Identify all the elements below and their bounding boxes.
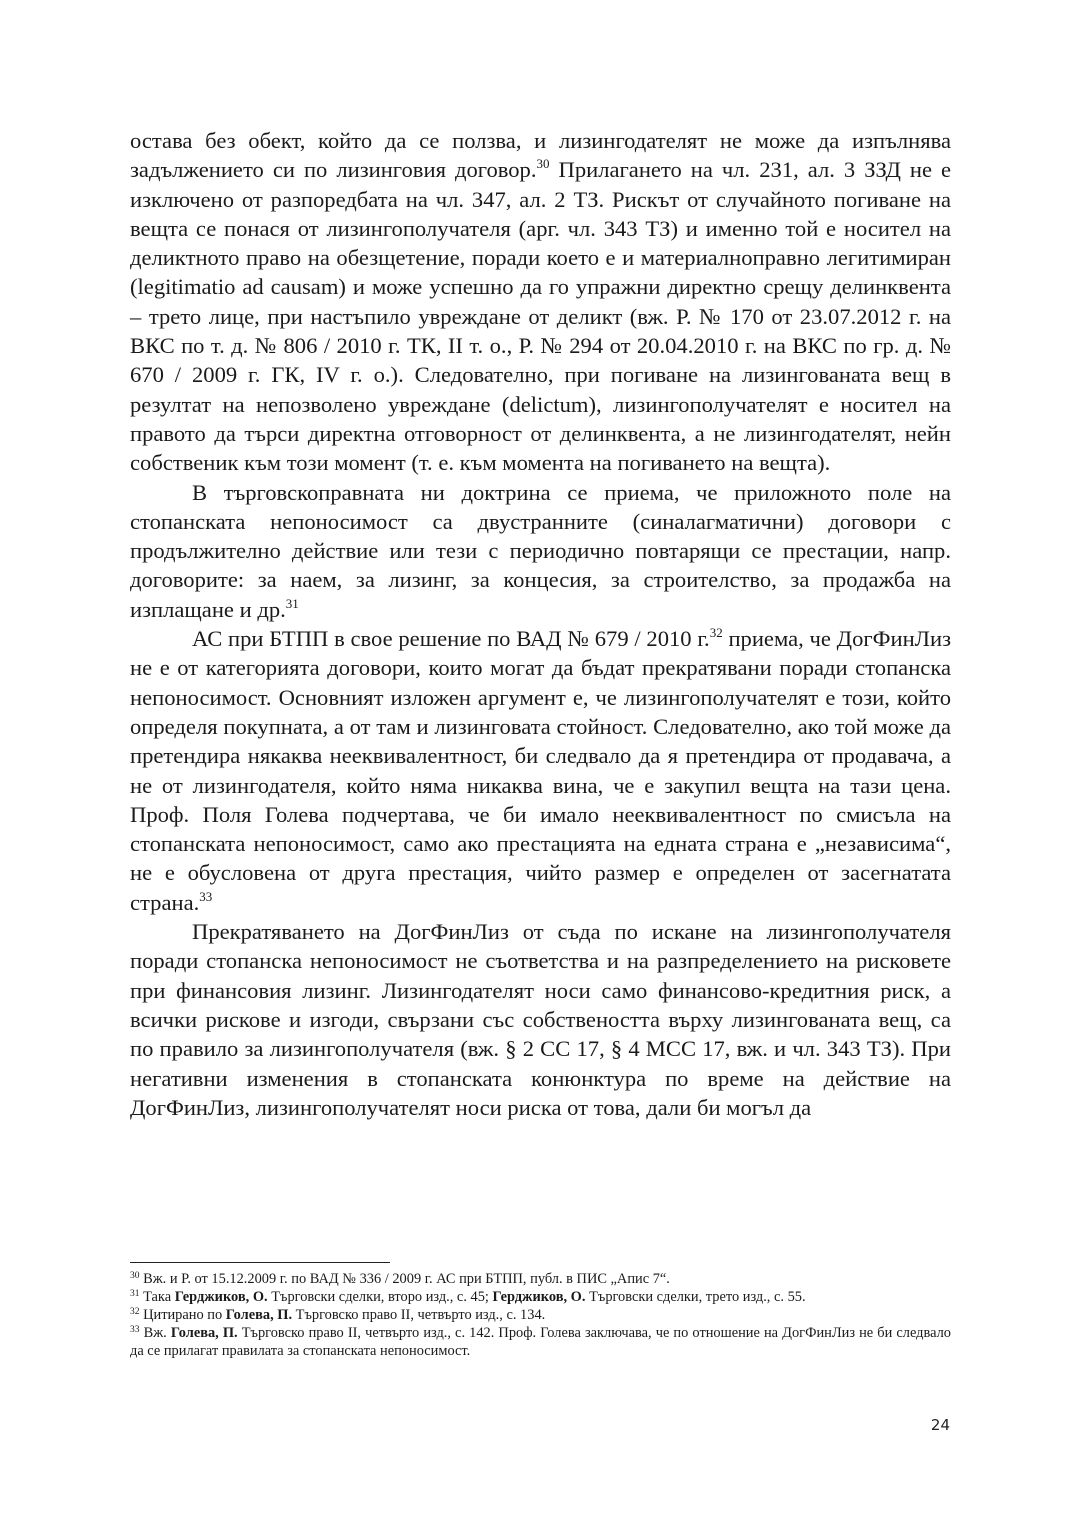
footnote-text: Търговски сделки, трето изд., с. 55. bbox=[585, 1289, 806, 1305]
author-name: Герджиков, О. bbox=[174, 1289, 268, 1305]
footnote-ref-33[interactable]: 33 bbox=[199, 888, 213, 904]
footnote-text: Така bbox=[139, 1289, 175, 1305]
footnote-32 bbox=[130, 1306, 951, 1324]
footnote-ref-32[interactable]: 32 bbox=[709, 625, 723, 641]
footnote-number: 31 bbox=[130, 1289, 140, 1299]
paragraph-2 bbox=[130, 478, 951, 624]
footnote-number: 33 bbox=[130, 1325, 140, 1335]
footnotes bbox=[130, 1270, 951, 1360]
footnote-ref-30[interactable]: 30 bbox=[536, 156, 550, 172]
author-name: Голева, П. bbox=[225, 1307, 293, 1323]
footnote-text: Цитирано по bbox=[139, 1307, 226, 1323]
footnote-text: Вж. и Р. от 15.12.2009 г. по ВАД № 336 / 2009 г. АС при БТПП, публ. в ПИС „Апис 7“. bbox=[139, 1271, 670, 1287]
p2-text-1: В търговскоправната ни доктрина се приема, че приложното поле на стопанската непоносимост са двустранните (синалагматични) договори с продължително действие или тези с периодично повтарящи се престации, напр. договорите: за наем, за лизинг, за концесия, за строителство, за продажба на изплащане и др. bbox=[130, 479, 951, 622]
p1-text-2: Прилагането на чл. 231, ал. 3 ЗЗД не е изключено от разпоредбата на чл. 347, ал. 2 ТЗ. Рискът от случайното погиване на вещта се понася от лизингополучателя (арг. чл. 343 ТЗ) и именно той е носител на деликтното право на обезщетение, поради което е и материалноправно легитимиран (legitimatio ad causam) и може успешно да го упражни директно срещу делинквента – трето лице, при настъпило увреждане от деликт (вж. Р. № 170 от 23.07.2012 г. на ВКС по т. д. № 806 / 2010 г. ТК, II т. о., Р. № 294 от 20.04.2010 г. на ВКС по гр. д. № 670 / 2009 г. ГК, IV г. о.). Следователно, при погиване на лизингованата вещ в резултат на непозволено увреждане (delictum), лизингополучателят е носител на правото да търси директна отговорност от делинквента, а не лизингодателят, нейн собственик към този момент (т. е. към момента на погиването на вещта). bbox=[130, 157, 952, 476]
main-text bbox=[130, 126, 951, 1122]
paragraph-1 bbox=[130, 126, 951, 478]
footnote-text: Търговско право II, четвърто изд., с. 134. bbox=[292, 1307, 546, 1323]
footnote-separator bbox=[130, 1262, 390, 1263]
author-name: Голева, П. bbox=[170, 1325, 238, 1341]
p4-text-1: Прекратяването на ДогФинЛиз от съда по искане на лизингополучателя поради стопанска непоносимост не съответства и на разпределението на рисковете при финансовия лизинг. Лизингодателят носи само финансово-кредитния риск, а всички рискове и изгоди, свързани със собствеността върху лизингованата вещ, са по правило за лизингополучателя (вж. § 2 СС 17, § 4 МСС 17, вж. и чл. 343 ТЗ). При негативни изменения в стопанската конюнктура по време на действие на ДогФинЛиз, лизингополучателят носи риска от това, дали би могъл да bbox=[130, 919, 951, 1120]
p3-text-2: приема, че ДогФинЛиз не е от категорията договори, които могат да бъдат прекратявани поради стопанска непоносимост. Основният изложен аргумент е, че лизингополучателят е този, който определя покупната, а от там и лизинговата стойност. Следователно, ако той може да претендира някаква нееквивалентност, би следвало да я претендира от продавача, а не от лизингодателя, който няма никаква вина, че е закупил вещта на тази цена. Проф. Поля Голева подчертава, че би имало нееквивалентност по смисъла на стопанската непоносимост, само ако престацията на едната страна е „независима“, не е обусловена от друга престация, чийто размер е определен от засегнатата страна. bbox=[130, 626, 952, 915]
footnote-33 bbox=[130, 1324, 951, 1360]
footnote-text: Търговски сделки, второ изд., с. 45; bbox=[267, 1289, 493, 1305]
footnote-text: Търговско право II, четвърто изд., с. 142. Проф. Голева заключава, че по отношение на ДогФинЛиз не би следвало да се прилагат правилата за стопанската непоносимост. bbox=[130, 1325, 951, 1359]
footnote-ref-31[interactable]: 31 bbox=[285, 595, 299, 611]
footnote-31 bbox=[130, 1288, 951, 1306]
footnote-text: Вж. bbox=[139, 1325, 171, 1341]
p3-text-1: АС при БТПП в свое решение по ВАД № 679 / 2010 г. bbox=[192, 626, 710, 652]
footnote-number: 32 bbox=[130, 1307, 140, 1317]
footnote-30 bbox=[130, 1270, 951, 1288]
page-number: 24 bbox=[930, 1416, 950, 1434]
p1-text-1: остава без обект, който да се ползва, и лизингодателят не може да изпълнява задължението си по лизинговия договор. bbox=[130, 128, 951, 183]
author-name: Герджиков, О. bbox=[492, 1289, 586, 1305]
paragraph-4 bbox=[130, 917, 951, 1122]
footnote-number: 30 bbox=[130, 1271, 140, 1281]
paragraph-3 bbox=[130, 624, 951, 917]
